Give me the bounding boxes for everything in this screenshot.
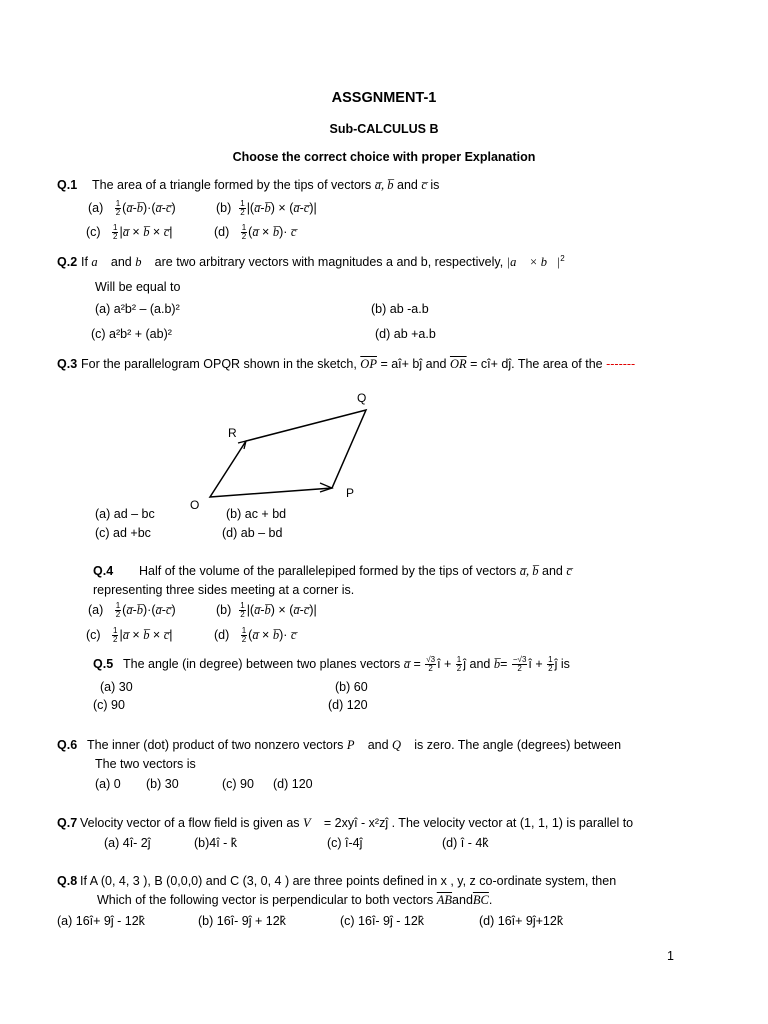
q4-option-c: (c) $\frac{1}{2}$ |a̅ × b̅ × c̅| [86, 626, 173, 645]
q7-option-b: (b)4î - k̂ [194, 836, 238, 850]
label-p: P [346, 486, 355, 500]
q1-option-c: (c) $\frac{1}{2}$ |a̅ × b̅ × c̅| [86, 223, 173, 242]
q6-option-c: (c) 90 [222, 777, 254, 791]
label-r: R [228, 426, 237, 440]
q1-option-a: (a) $\frac{1}{2}$ (a̅-b̅)·(a̅-c̅) [88, 199, 176, 218]
q4-option-a: (a) $\frac{1}{2}$ (a̅-b̅)·(a̅-c̅) [88, 601, 176, 620]
label-o: O [190, 498, 200, 512]
q3-option-d: (d) ab – bd [222, 526, 283, 540]
q4-number: Q.4 [93, 564, 114, 578]
q8-text2: Which of the following vector is perpendicular to both vectors $\overline{AB}and\overline{BC}$. [97, 893, 493, 907]
q3-option-b: (b) ac + bd [226, 507, 287, 521]
q6-text2: The two vectors is [95, 757, 196, 771]
q5-option-b: (b) 60 [335, 680, 368, 694]
q6-number: Q.6 [57, 738, 78, 752]
q1-option-d: (d) $\frac{1}{2}$ (a̅ × b̅)· c̅ [214, 223, 297, 242]
q4-option-d: (d) $\frac{1}{2}$ (a̅ × b̅)· c̅ [214, 626, 297, 645]
q6-option-b: (b) 30 [146, 777, 179, 791]
q4-option-b: (b) $\frac{1}{2}$ |(a̅-b̅) × (a̅-c̅)| [216, 601, 317, 620]
q5-option-c: (c) 90 [93, 698, 125, 712]
q7-text: Velocity vector of a flow field is given as V⃗ = 2xyî - x²zĵ . The velocity vector at (1, 1, 1) is parallel to [80, 816, 634, 830]
q8-option-b: (b) 16î- 9ĵ + 12k̂ [198, 914, 286, 928]
q3-number: Q.3 [57, 357, 78, 371]
q5-text: The angle (in degree) between two planes vectors a̅ = $\frac{√3}{2}$ î + $\frac{1}{2}$ ĵ and b̅= $\frac{-√3}{2}$ î + $\frac{1}{2}$ ĵ is [123, 655, 570, 674]
q6-text: The inner (dot) product of two nonzero vectors P⃗ and Q⃗ is zero. The angle (degrees) between [87, 738, 622, 752]
instruction: Choose the correct choice with proper Explanation [232, 150, 536, 164]
q8-option-c: (c) 16î- 9ĵ - 12k̂ [340, 914, 425, 928]
q5-number: Q.5 [93, 657, 114, 671]
q1-text: The area of a triangle formed by the tips of vectors a̅, b̅ and c̅ is [92, 178, 440, 192]
q7-option-d: (d) î - 4k̂ [442, 836, 489, 850]
q4-text: Half of the volume of the parallelepiped formed by the tips of vectors a̅, b̅ and c̅ [139, 564, 572, 578]
q5-option-d: (d) 120 [328, 698, 368, 712]
q5-option-a: (a) 30 [100, 680, 133, 694]
q2-text: If a⃗ and b⃗ are two arbitrary vectors with magnitudes a and b, respectively, |a⃗ × $b⃗|^2$ [81, 253, 565, 269]
q7-option-c: (c) î-4ĵ [327, 836, 363, 850]
q3-option-c: (c) ad +bc [95, 526, 151, 540]
q3-option-a: (a) ad – bc [95, 507, 155, 521]
q7-number: Q.7 [57, 816, 78, 830]
op-arrowhead [320, 483, 332, 492]
label-q: Q [357, 391, 367, 405]
q6-option-d: (d) 120 [273, 777, 313, 791]
q1-number: Q.1 [57, 178, 78, 192]
subtitle: Sub-CALCULUS B [329, 122, 439, 136]
parallelogram-outline [210, 410, 366, 497]
page-number: 1 [667, 949, 674, 963]
q7-option-a: (a) 4î- 2ĵ [104, 836, 151, 850]
q2-option-a: (a) a²b² – (a.b)² [95, 302, 180, 316]
q8-text: If A (0, 4, 3 ), B (0,0,0) and C (3, 0, 4 ) are three points defined in x , y, z co-ordinate system, then [80, 874, 617, 888]
q1-option-b: (b) $\frac{1}{2}$ |(a̅-b̅) × (a̅-c̅)| [216, 199, 317, 218]
q2-text2: Will be equal to [95, 280, 181, 294]
parallelogram-sketch [180, 385, 380, 515]
q2-option-c: (c) a²b² + (ab)² [91, 327, 172, 341]
q6-option-a: (a) 0 [95, 777, 121, 791]
q8-option-a: (a) 16î+ 9ĵ - 12k̂ [57, 914, 145, 928]
q8-option-d: (d) 16î+ 9ĵ+12k̂ [479, 914, 564, 928]
q2-number: Q.2 [57, 255, 78, 269]
q8-number: Q.8 [57, 874, 78, 888]
page-title: ASSGNMENT-1 [331, 90, 437, 106]
q3-text: For the parallelogram OPQR shown in the sketch, $\overline{OP}$ = aî+ bĵ and $\overline{OR}$ = cî+ dĵ. The area of the ------- [81, 357, 636, 371]
q2-option-d: (d) ab +a.b [375, 327, 436, 341]
q2-option-b: (b) ab -a.b [371, 302, 429, 316]
q4-text2: representing three sides meeting at a corner is. [93, 583, 355, 597]
